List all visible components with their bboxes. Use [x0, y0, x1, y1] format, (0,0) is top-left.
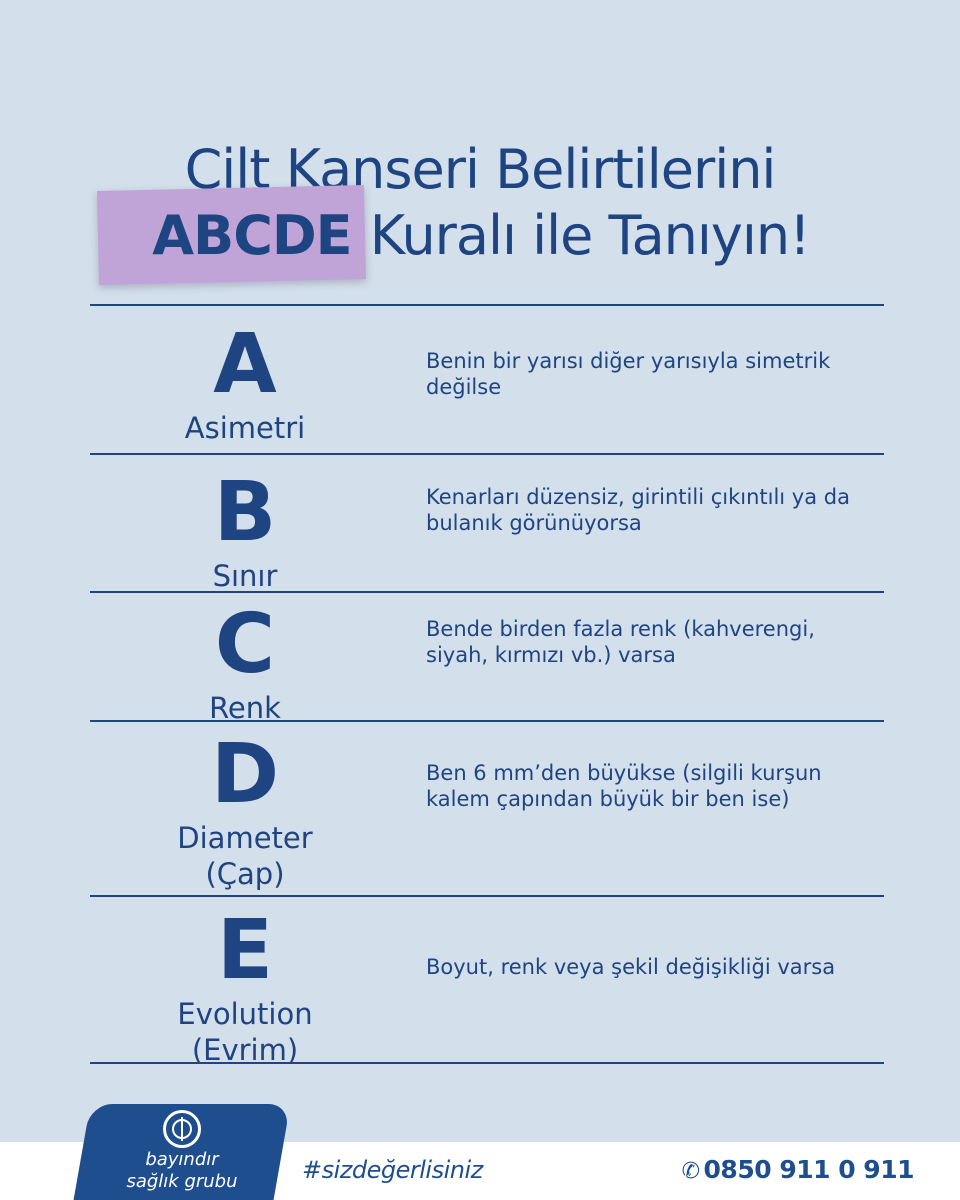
- brand-name-line1: bayındır: [145, 1149, 219, 1170]
- phone-number[interactable]: [682, 1150, 914, 1192]
- rule-letter-column: [90, 465, 400, 594]
- rule-letter-column: [90, 727, 400, 892]
- page-title-line1: Cilt Kanseri Belirtilerini: [184, 138, 776, 201]
- rule-description: Boyut, renk veya şekil değişikliği varsa: [426, 955, 836, 979]
- rule-description: Bende birden fazla renk (kahverengi, siyah, kırmızı vb.) varsa: [426, 617, 815, 667]
- rule-description: Kenarları düzensiz, girintili çıkıntılı ya da bulanık görünüyorsa: [426, 485, 850, 535]
- divider: [90, 304, 884, 306]
- phone-icon: ✆: [681, 1159, 700, 1184]
- brand-logo[interactable]: [92, 1108, 272, 1200]
- rule-description: Ben 6 mm’den büyükse (silgili kurşun kalem çapından büyük bir ben ise): [426, 761, 822, 811]
- rule-letter-column: [90, 903, 400, 1068]
- title-line2-rest: Kuralı ile Tanıyın!: [353, 204, 810, 267]
- rule-letter: A: [213, 317, 277, 412]
- rule-letter: E: [216, 903, 273, 998]
- rule-description: Benin bir yarısı diğer yarısıyla simetrik değilse: [426, 349, 831, 399]
- rule-label: Asimetri: [184, 411, 306, 445]
- title-highlight: ABCDE: [152, 204, 352, 267]
- divider: [90, 453, 884, 455]
- brand-name-line2: sağlık grubu: [126, 1171, 238, 1192]
- rule-label: Diameter (Çap): [177, 821, 313, 891]
- page-title-line2: [0, 204, 960, 268]
- phone-number-text: 0850 911 0 911: [703, 1155, 914, 1184]
- rule-label: Evolution (Evrim): [177, 997, 313, 1067]
- rule-letter-column: [90, 597, 400, 726]
- rule-letter: D: [210, 727, 280, 822]
- rule-letter-column: [90, 317, 400, 446]
- rule-label: Sınır: [212, 559, 278, 593]
- rule-label: Renk: [209, 691, 281, 725]
- rule-letter: C: [214, 597, 276, 692]
- divider: [90, 895, 884, 897]
- hashtag: #sizdeğerlisiniz: [302, 1156, 483, 1184]
- compass-logo-icon: [163, 1110, 201, 1148]
- rule-letter: B: [213, 465, 277, 560]
